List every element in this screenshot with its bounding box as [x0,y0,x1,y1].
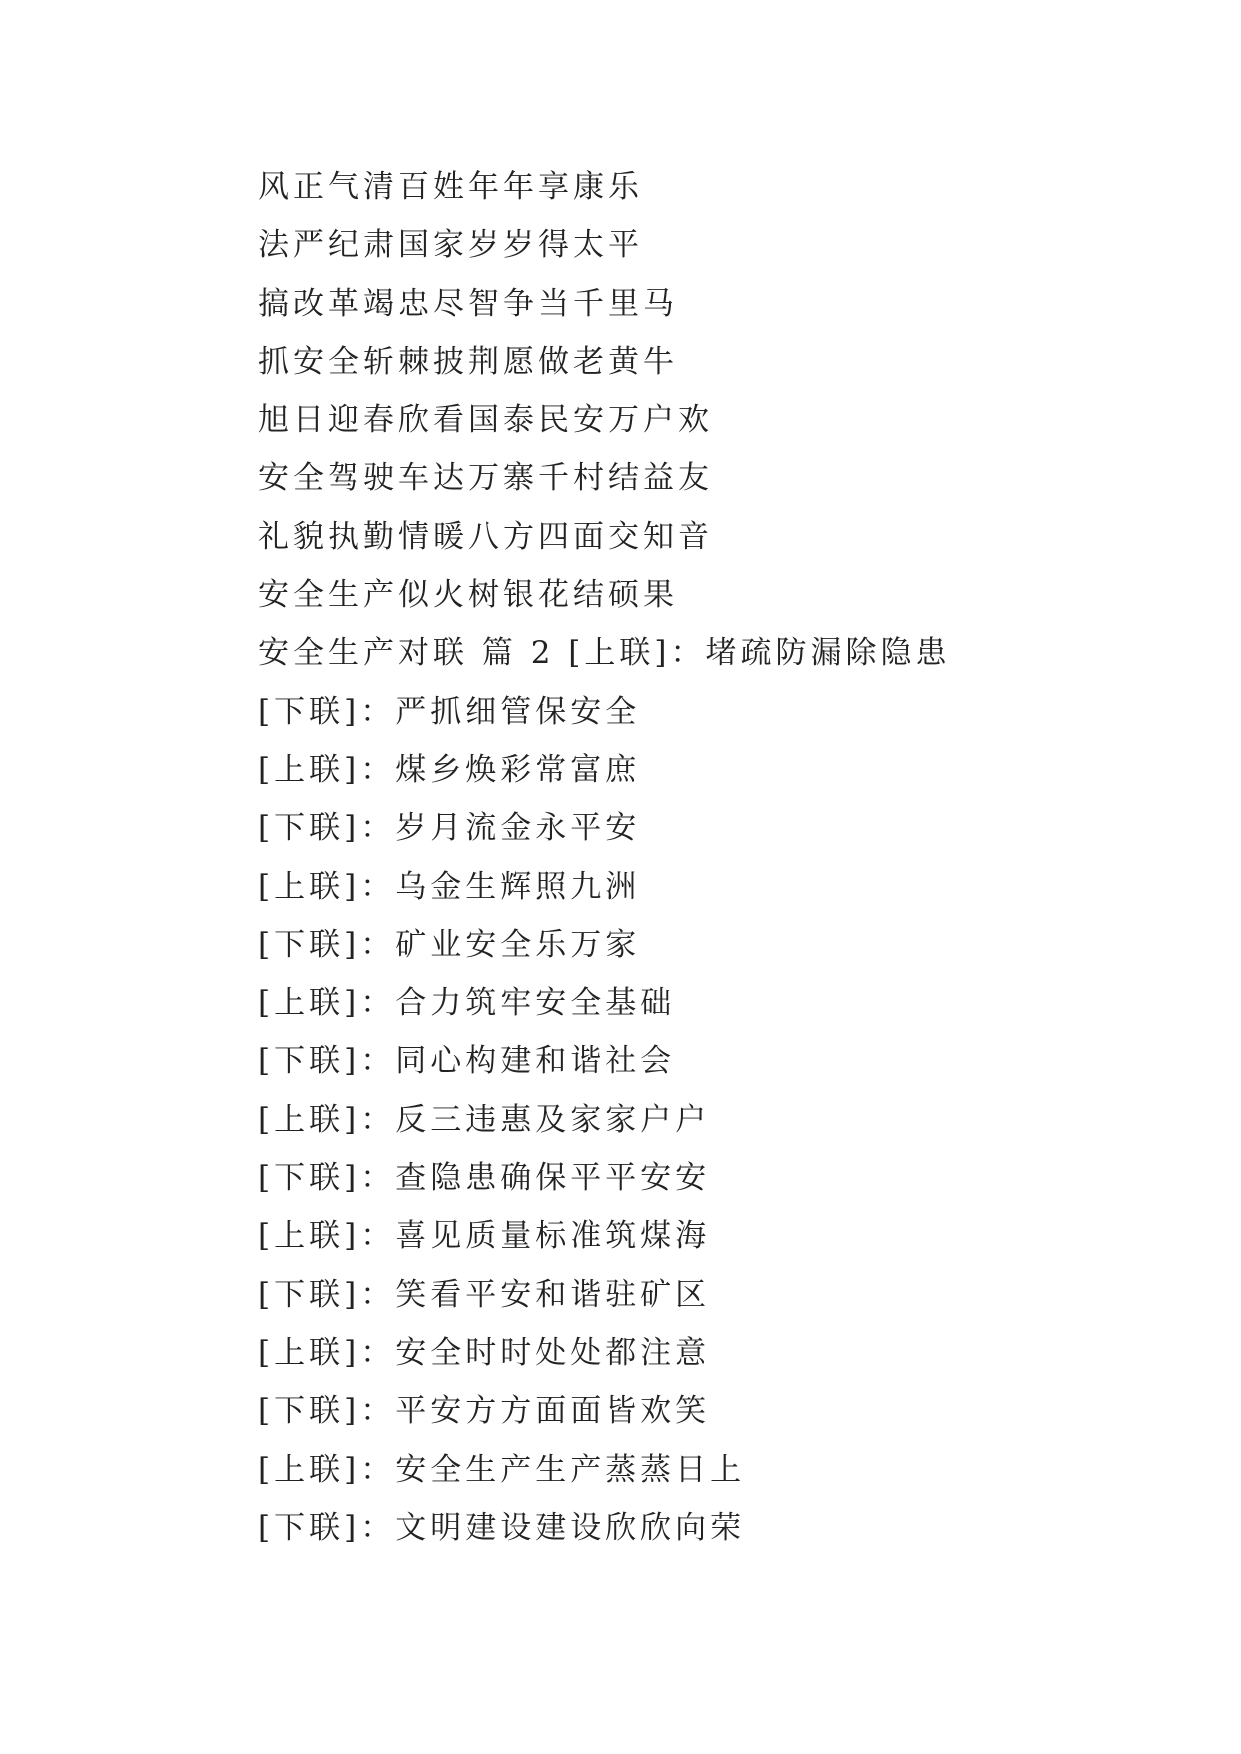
text-line: 安全驾驶车达万寨千村结益友 [258,460,713,497]
couplet-line: [上联]：反三违惠及家家户户 [258,1101,711,1138]
couplet-text-block [258,158,1158,1557]
couplet-line: [上联]：煤乡焕彩常富庶 [258,751,641,788]
text-line: 旭日迎春欣看国泰民安万户欢 [258,402,713,439]
text-line: 搞改革竭忠尽智争当千里马 [258,285,678,322]
text-line: 安全生产似火树银花结硕果 [258,577,678,614]
couplet-line: [下联]：严抓细管保安全 [258,693,641,730]
text-line: 礼貌执勤情暖八方四面交知音 [258,518,713,555]
couplet-line: [下联]：平安方方面面皆欢笑 [258,1393,711,1430]
section-heading-line: 安全生产对联 篇 2 [上联]：堵疏防漏除隐患 [258,635,951,672]
couplet-line: [上联]：安全时时处处都注意 [258,1334,711,1371]
couplet-line: [上联]：安全生产生产蒸蒸日上 [258,1451,746,1488]
couplet-line: [下联]：矿业安全乐万家 [258,926,641,963]
couplet-line: [上联]：喜见质量标准筑煤海 [258,1218,711,1255]
couplet-line: [下联]：岁月流金永平安 [258,810,641,847]
couplet-line: [下联]：同心构建和谐社会 [258,1043,676,1080]
text-line: 法严纪肃国家岁岁得太平 [258,227,643,264]
couplet-line: [下联]：笑看平安和谐驻矿区 [258,1276,711,1313]
text-line: 抓安全斩棘披荆愿做老黄牛 [258,343,678,380]
couplet-line: [下联]：文明建设建设欣欣向荣 [258,1509,746,1546]
couplet-line: [上联]：乌金生辉照九洲 [258,868,641,905]
text-line: 风正气清百姓年年享康乐 [258,169,643,205]
couplet-line: [上联]：合力筑牢安全基础 [258,985,676,1022]
couplet-line: [下联]：查隐患确保平平安安 [258,1160,711,1197]
